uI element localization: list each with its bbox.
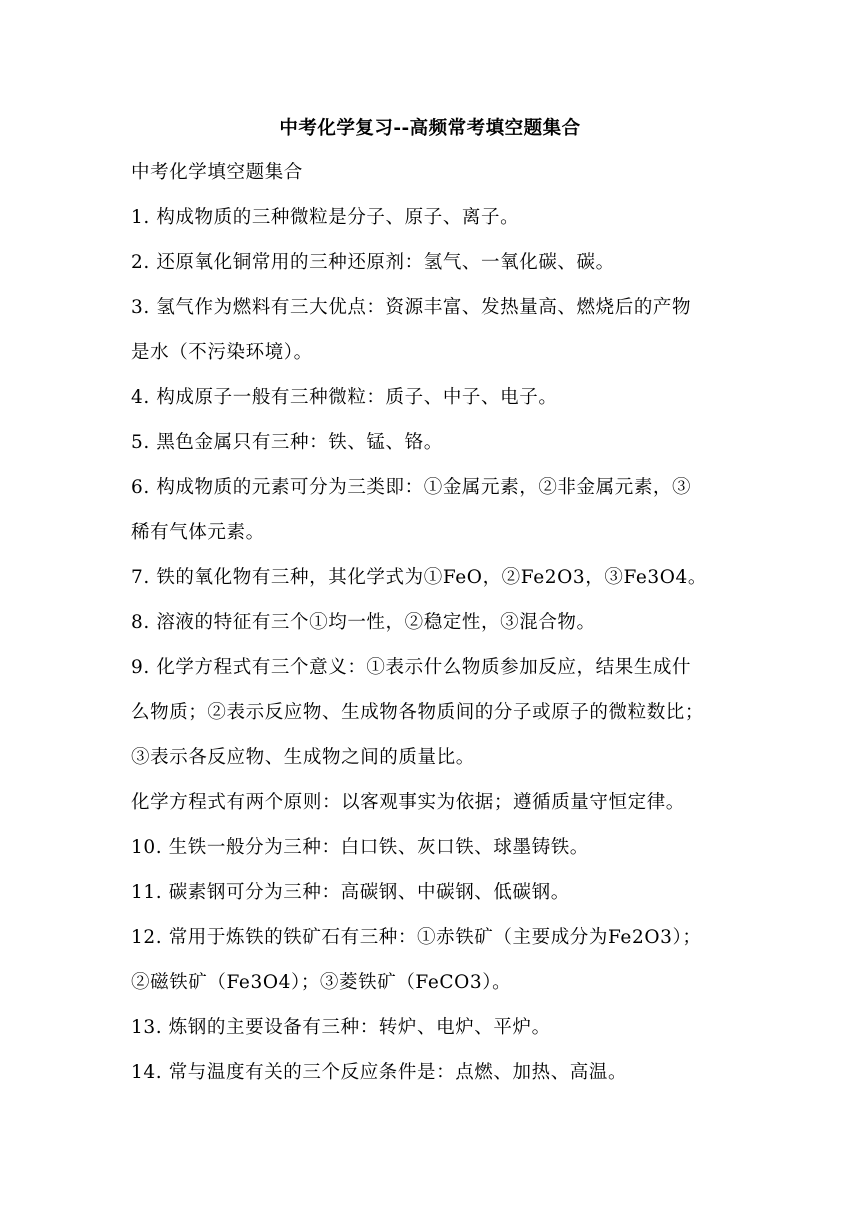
text-line: 9. 化学方程式有三个意义：①表示什么物质参加反应，结果生成什 xyxy=(131,657,692,678)
text-line: 化学方程式有两个原则：以客观事实为依据；遵循质量守恒定律。 xyxy=(131,792,685,813)
text-line: 2. 还原氧化铜常用的三种还原剂：氢气、一氧化碳、碳。 xyxy=(131,252,615,273)
text-line: 7. 铁的氧化物有三种，其化学式为①FeO，②Fe2O3，③Fe3O4。 xyxy=(131,567,708,588)
text-line: 1. 构成物质的三种微粒是分子、原子、离子。 xyxy=(131,207,520,228)
text-line: 13. 炼钢的主要设备有三种：转炉、电炉、平炉。 xyxy=(131,1017,551,1038)
text-line: 是水（不污染环境）。 xyxy=(131,342,313,363)
document-title: 中考化学复习--高频常考填空题集合 xyxy=(279,118,581,139)
text-line: 11. 碳素钢可分为三种：高碳钢、中碳钢、低碳钢。 xyxy=(131,882,570,903)
text-line: 3. 氢气作为燃料有三大优点：资源丰富、发热量高、燃烧后的产物 xyxy=(131,297,692,318)
text-line: ②磁铁矿（Fe3O4）；③菱铁矿（FeCO3）。 xyxy=(131,972,512,993)
text-line: 8. 溶液的特征有三个①均一性，②稳定性，③混合物。 xyxy=(131,612,596,633)
text-line: 14. 常与温度有关的三个反应条件是：点燃、加热、高温。 xyxy=(131,1062,628,1083)
text-line: 4. 构成原子一般有三种微粒：质子、中子、电子。 xyxy=(131,387,558,408)
text-line: ③表示各反应物、生成物之间的质量比。 xyxy=(131,747,475,768)
document-subtitle: 中考化学填空题集合 xyxy=(131,162,303,183)
text-line: 6. 构成物质的元素可分为三类即：①金属元素，②非金属元素，③ xyxy=(131,477,692,498)
text-line: 12. 常用于炼铁的铁矿石有三种：①赤铁矿（主要成分为Fe2O3）； xyxy=(131,927,702,948)
text-line: 么物质；②表示反应物、生成物各物质间的分子或原子的微粒数比； xyxy=(131,702,705,723)
text-line: 5. 黑色金属只有三种：铁、锰、铬。 xyxy=(131,432,443,453)
text-line: 10. 生铁一般分为三种：白口铁、灰口铁、球墨铸铁。 xyxy=(131,837,589,858)
text-line: 稀有气体元素。 xyxy=(131,522,265,543)
